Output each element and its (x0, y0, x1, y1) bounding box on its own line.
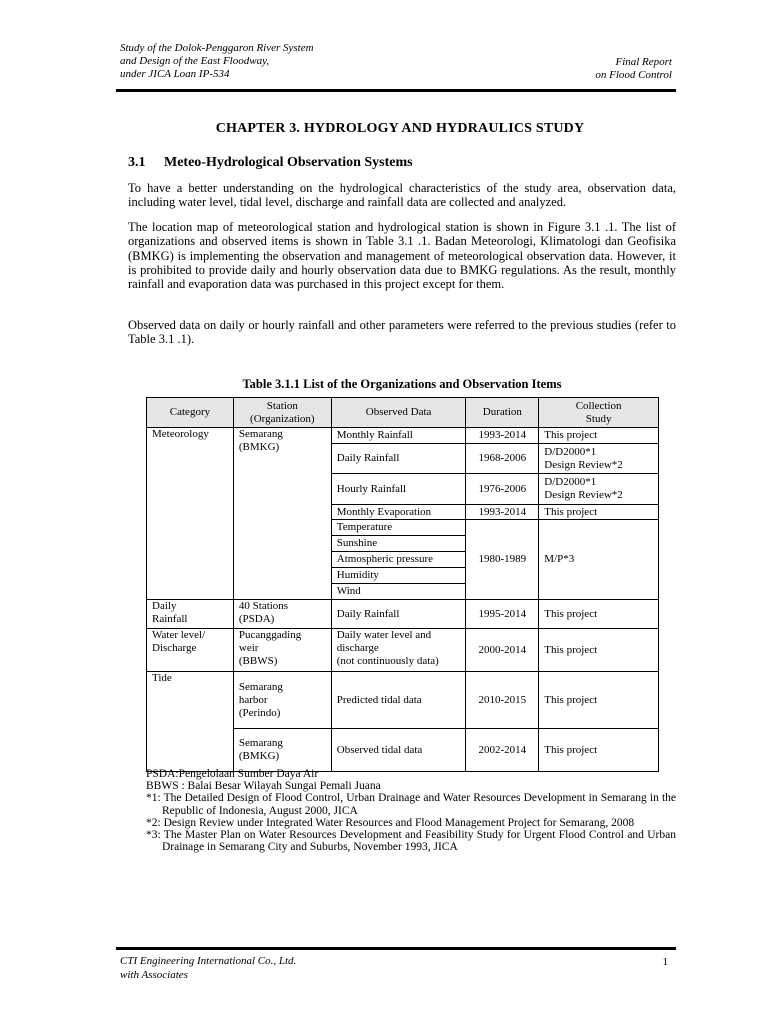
paragraph-intro: To have a better understanding on the hydrological characteristics of the study area, observation data, including water level, tidal level, discharge and rainfall data are collected and analyzed. (128, 181, 676, 210)
table-header-row (147, 398, 659, 428)
note-3: *3: The Master Plan on Water Resources Development and Feasibility Study for Urgent Flood Control and Urban Drainage in Semarang City and Suburbs, November 1993, JICA (146, 829, 676, 854)
cell-study: This project (539, 428, 659, 444)
table-row (147, 428, 659, 444)
note-1: *1: The Detailed Design of Flood Control, Urban Drainage and Water Resources Development in Semarang in the Republic of Indonesia, August 2000, JICA (146, 792, 676, 817)
section-heading (128, 155, 413, 171)
cell-study: M/P*3 (539, 520, 659, 600)
cell-observed: Hourly Rainfall (331, 474, 466, 505)
table-notes (146, 768, 676, 853)
cell-station: 40 Stations (PSDA) (233, 600, 331, 629)
header-study-line-2: and Design of the East Floodway, (120, 55, 270, 67)
cell-study: This project (539, 600, 659, 629)
header-report-line-1: Final Report (615, 56, 672, 68)
header-study-line-3: under JICA Loan IP-534 (120, 68, 230, 80)
table-row (147, 672, 659, 729)
cell-duration: 1993-2014 (466, 505, 539, 520)
cell-observed: Daily Rainfall (331, 444, 466, 474)
header-study-line-1: Study of the Dolok-Penggaron River System (120, 42, 314, 54)
cell-duration: 2010-2015 (466, 672, 539, 729)
cell-category: Daily Rainfall (147, 600, 234, 629)
header-category: Category (147, 398, 234, 428)
paragraph-observed: Observed data on daily or hourly rainfall and other parameters were referred to the previous studies (refer to Table 3.1 .1). (128, 318, 676, 347)
footer-left (120, 954, 296, 982)
cell-observed: Monthly Evaporation (331, 505, 466, 520)
paragraph-location: The location map of meteorological station and hydrological station is shown in Figure 3.1 .1. The list of organizations and observed items is shown in Table 3.1 .1. Badan Meteorologi, Klimatologi dan Geofisika (BMKG) is implementing the observation and management of meteorological observation data. However, it is prohibited to provide daily and hourly observation data due to BMKG regulations. As the result, monthly rainfall and evaporation data was purchased in this project except for them. (128, 220, 676, 292)
cell-duration: 2002-2014 (466, 729, 539, 772)
cell-study: This project (539, 505, 659, 520)
cell-duration: 1993-2014 (466, 428, 539, 444)
header-report-line-2: on Flood Control (595, 69, 672, 81)
cell-station: Semarang (BMKG) (233, 428, 331, 600)
cell-category: Water level/ Discharge (147, 629, 234, 672)
cell-study: This project (539, 629, 659, 672)
footer-associates: with Associates (120, 969, 188, 981)
cell-duration: 1976-2006 (466, 474, 539, 505)
header-observed-data: Observed Data (331, 398, 466, 428)
cell-observed: Daily water level and discharge (not continuously data) (331, 629, 466, 672)
header-station: Station (Organization) (233, 398, 331, 428)
cell-duration: 2000-2014 (466, 629, 539, 672)
cell-observed: Wind (331, 584, 466, 600)
cell-duration: 1995-2014 (466, 600, 539, 629)
chapter-title: CHAPTER 3. HYDROLOGY AND HYDRAULICS STUDY (215, 121, 585, 136)
footer-company: CTI Engineering International Co., Ltd. (120, 955, 297, 967)
cell-station: Semarang harbor (Perindo) (233, 672, 331, 729)
cell-study: D/D2000*1 Design Review*2 (539, 474, 659, 505)
section-title: Meteo-Hydrological Observation Systems (164, 155, 413, 170)
note-2: *2: Design Review under Integrated Water Resources and Flood Management Project for Semarang, 2008 (146, 816, 635, 829)
header-divider (116, 89, 676, 92)
cell-study: This project (539, 729, 659, 772)
page-number: 1 (662, 956, 668, 968)
cell-observed: Predicted tidal data (331, 672, 466, 729)
cell-observed: Observed tidal data (331, 729, 466, 772)
footer-divider (116, 947, 676, 950)
cell-category: Meteorology (147, 428, 234, 600)
cell-station: Pucanggading weir (BBWS) (233, 629, 331, 672)
cell-observed: Temperature (331, 520, 466, 536)
header-left (120, 42, 314, 81)
cell-duration: 1968-2006 (466, 444, 539, 474)
header-right (595, 56, 672, 82)
note-psda: PSDA:Pengelolaan Sumber Daya Air (146, 768, 319, 780)
cell-observed: Humidity (331, 568, 466, 584)
note-bbws: BBWS : Balai Besar Wilayah Sungai Pemali Juana (146, 780, 381, 793)
cell-study: D/D2000*1 Design Review*2 (539, 444, 659, 474)
cell-station: Semarang (BMKG) (233, 729, 331, 772)
cell-study: This project (539, 672, 659, 729)
cell-observed: Monthly Rainfall (331, 428, 466, 444)
table-row (147, 600, 659, 629)
cell-duration: 1980-1989 (466, 520, 539, 600)
cell-observed: Daily Rainfall (331, 600, 466, 629)
cell-observed: Sunshine (331, 536, 466, 552)
header-collection-study: Collection Study (539, 398, 659, 428)
table-row (147, 629, 659, 672)
section-number: 3.1 (128, 155, 146, 170)
cell-category: Tide (147, 672, 234, 772)
table-caption: Table 3.1.1 List of the Organizations and Observation Items (242, 377, 562, 391)
header-duration: Duration (466, 398, 539, 428)
observation-table (146, 397, 659, 772)
cell-observed: Atmospheric pressure (331, 552, 466, 568)
